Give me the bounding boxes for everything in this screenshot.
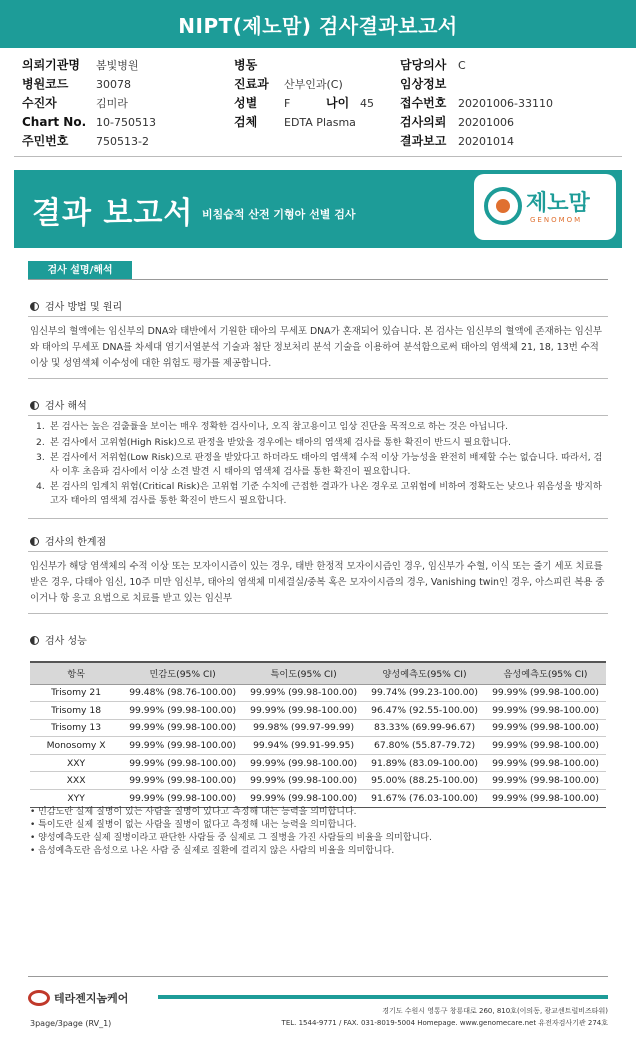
divider: [28, 518, 608, 519]
note-item: • 민감도란 실제 질병이 있는 사람을 질병이 있다고 측정해 내는 능력을 의미합니다.: [30, 807, 357, 817]
table-cell: 99.74% (99.23-100.00): [364, 684, 485, 702]
footer-accent-bar: [158, 995, 608, 999]
rrn-label: 주민번호: [22, 134, 69, 148]
table-cell: 99.99% (99.98-100.00): [485, 754, 606, 772]
table-cell: 99.99% (99.98-100.00): [243, 702, 364, 720]
receipt-no-value: 20201006-33110: [458, 97, 553, 110]
chart-no-value: 10-750513: [96, 116, 156, 129]
table-cell: 96.47% (92.55-100.00): [364, 702, 485, 720]
table-row: [30, 754, 606, 772]
table-cell: 91.89% (83.09-100.00): [364, 754, 485, 772]
table-cell: 99.94% (99.91-99.95): [243, 737, 364, 755]
age-label: 나이: [326, 96, 350, 110]
table-cell: 99.99% (99.98-100.00): [485, 684, 606, 702]
column-header: 음성예측도(95% CI): [485, 662, 606, 684]
logo-text: 제노맘: [526, 191, 590, 216]
specimen-value: EDTA Plasma: [284, 116, 356, 129]
banner-subtitle: 비침습적 산전 기형아 선별 검사: [202, 208, 356, 221]
table-row: [30, 719, 606, 737]
logo-subtext: GENOMOM: [530, 216, 583, 224]
table-cell: 99.99% (99.98-100.00): [122, 754, 243, 772]
dept-label: 진료과: [234, 77, 269, 91]
doctor-label: 담당의사: [400, 58, 447, 72]
table-row: [30, 772, 606, 790]
half-circle-icon: [30, 401, 39, 410]
divider: [28, 415, 608, 416]
column-header: 항목: [30, 662, 122, 684]
report-title: NIPT(제노맘) 검사결과보고서: [178, 13, 458, 38]
receipt-no-label: 접수번호: [400, 96, 447, 110]
interpretation-list: [36, 420, 606, 509]
table-row: [30, 684, 606, 702]
list-item: 2. 본 검사에서 고위험(High Risk)으로 판정을 받았을 경우에는 태아의 염색체 검사를 통한 확진이 반드시 필요합니다.: [36, 436, 511, 448]
table-cell: 99.99% (99.98-100.00): [485, 702, 606, 720]
method-heading: 검사 방법 및 원리: [30, 298, 122, 313]
table-row: [30, 790, 606, 808]
sex-value: F: [284, 97, 291, 110]
table-cell: 99.99% (99.98-100.00): [243, 754, 364, 772]
company-address: [282, 1005, 608, 1029]
list-item: 1. 본 검사는 높은 검출률을 보이는 매우 정확한 검사이나, 오직 참고용이고 임상 진단을 목적으로 하는 것은 아닙니다.: [36, 421, 508, 432]
company-logo: [28, 990, 128, 1006]
dept-value: 산부인과(C): [284, 78, 343, 91]
note-item: • 음성예측도란 음성으로 나온 사람 중 실제로 질환에 걸리지 않은 사람의 비율을 의미합니다.: [30, 846, 395, 856]
contact-line: TEL. 1544-9771 / FAX. 031-8019-5004 Homepage. www.genomecare.net 유전자검사기관 274호: [281, 1019, 608, 1027]
table-cell: Trisomy 21: [30, 684, 122, 702]
divider: [28, 316, 608, 317]
interpretation-heading: 검사 해석: [30, 397, 87, 412]
divider: [28, 613, 608, 614]
request-date-label: 검사의뢰: [400, 115, 447, 129]
table-cell: 67.80% (55.87-79.72): [364, 737, 485, 755]
performance-table: [30, 661, 606, 808]
table-cell: 95.00% (88.25-100.00): [364, 772, 485, 790]
divider: [28, 279, 608, 280]
table-cell: 99.99% (99.98-100.00): [485, 772, 606, 790]
column-header: 민감도(95% CI): [122, 662, 243, 684]
doctor-value: C: [458, 59, 466, 72]
page-number: 3page/3page (RV_1): [30, 1019, 112, 1028]
table-cell: 99.99% (99.98-100.00): [485, 790, 606, 808]
clinical-info-label: 임상정보: [400, 77, 447, 91]
half-circle-icon: [30, 537, 39, 546]
table-cell: 99.99% (99.98-100.00): [243, 772, 364, 790]
table-cell: 83.33% (69.99-96.67): [364, 719, 485, 737]
table-cell: 99.99% (99.98-100.00): [485, 737, 606, 755]
note-item: • 양성예측도란 실제 질병이라고 판단한 사람들 중 실제로 그 질병을 가진 사람들의 비율을 의미합니다.: [30, 833, 432, 843]
method-body: 임신부의 혈액에는 임신부의 DNA와 태반에서 기원한 태아의 무세포 DNA가 혼재되어 있습니다. 본 검사는 임신부의 혈액에 존재하는 임신부와 태아의 무세포 DNA를 차세대 염기서열분석 기술과 첨단 정보처리 분석 기술을 이용하여 분석함으로써 태아의 염색체 21, 18, 13번 수적 이상 및 성염색체 이수성에 대한 위험도 평가를 제공합니다.: [30, 326, 602, 369]
divider: [28, 976, 608, 977]
ward-label: 병동: [234, 58, 258, 72]
table-cell: Monosomy X: [30, 737, 122, 755]
table-cell: Trisomy 18: [30, 702, 122, 720]
hospital-code-value: 30078: [96, 78, 131, 91]
request-date-value: 20201006: [458, 116, 514, 129]
table-cell: 99.99% (99.98-100.00): [122, 737, 243, 755]
half-circle-icon: [30, 636, 39, 645]
chart-no-label: Chart No.: [22, 115, 87, 129]
column-header: 양성예측도(95% CI): [364, 662, 485, 684]
table-cell: 99.99% (99.98-100.00): [243, 684, 364, 702]
table-cell: XYY: [30, 790, 122, 808]
table-cell: 99.99% (99.98-100.00): [243, 790, 364, 808]
table-cell: 91.67% (76.03-100.00): [364, 790, 485, 808]
table-header-row: [30, 662, 606, 684]
table-cell: 99.98% (99.97-99.99): [243, 719, 364, 737]
table-row: [30, 702, 606, 720]
table-cell: XXY: [30, 754, 122, 772]
list-item: 3. 본 검사에서 저위험(Low Risk)으로 판정을 받았다고 하더라도 태아의 염색체 수적 이상 가능성을 완전히 배제할 수는 없습니다. 따라서, 검사 이후 초음파 검사에서 이상 소견 발견 시 태아의 염색체 검사를 통한 확진이 필요합니다.: [36, 452, 603, 477]
genomom-logo-icon: [484, 187, 522, 225]
specimen-label: 검체: [234, 115, 258, 129]
examinee-value: 김미라: [96, 97, 128, 110]
table-cell: Trisomy 13: [30, 719, 122, 737]
report-date-label: 결과보고: [400, 134, 447, 148]
genomom-logo: [474, 174, 616, 240]
limitations-heading: 검사의 한계점: [30, 533, 106, 548]
table-cell: 99.48% (98.76-100.00): [122, 684, 243, 702]
institution-value: 봄빛병원: [96, 59, 139, 72]
table-cell: 99.99% (99.98-100.00): [485, 719, 606, 737]
limitations-body: 임신부가 해당 염색체의 수적 이상 또는 모자이시즘이 있는 경우, 태반 한정적 모자이시즘인 경우, 임신부가 수혈, 이식 또는 줄기 세포 치료를 받은 경우, 다태아 임신, 10주 미만 임신부, 태아의 염색체 미세결실/중복 혹은 모자이시즘의 경우, Vanishing twin인 경우, 아스피린 복용 중이거나 항 응고 요법으로 치료를 받고 있는 임신부: [30, 561, 605, 604]
report-date-value: 20201014: [458, 135, 514, 148]
definition-notes: [30, 806, 606, 858]
half-circle-icon: [30, 302, 39, 311]
examinee-label: 수진자: [22, 96, 57, 110]
company-logo-icon: [28, 990, 50, 1006]
performance-heading: 검사 성능: [30, 632, 87, 647]
table-cell: 99.99% (99.98-100.00): [122, 702, 243, 720]
table-cell: XXX: [30, 772, 122, 790]
table-cell: 99.99% (99.98-100.00): [122, 719, 243, 737]
institution-label: 의뢰기관명: [22, 58, 80, 72]
address-line: 경기도 수원시 영통구 창룡대로 260, 810호(이의동, 광교센트럴비즈타워): [382, 1007, 608, 1015]
divider: [28, 551, 608, 552]
list-item: 4. 본 검사의 임계치 위험(Critical Risk)은 고위험 기준 수치에 근접한 결과가 나온 경우로 고위험에 비하여 정확도는 낮으나 위음성을 방지하고자 태아의 염색체 검사를 통한 확진이 반드시 필요합니다.: [36, 481, 602, 506]
company-name: 테라젠지놈케어: [54, 992, 129, 1005]
note-item: • 특이도란 실제 질병이 없는 사람을 질병이 없다고 측정해 내는 능력을 의미합니다.: [30, 820, 357, 830]
report-title-bar: [0, 0, 636, 48]
sex-label: 성별: [234, 96, 258, 110]
divider: [28, 378, 608, 379]
table-row: [30, 737, 606, 755]
age-value: 45: [360, 97, 374, 110]
rrn-value: 750513-2: [96, 135, 149, 148]
table-cell: 99.99% (99.98-100.00): [122, 790, 243, 808]
banner-title: 결과 보고서: [32, 196, 194, 231]
hospital-code-label: 병원코드: [22, 77, 69, 91]
section-tab: 검사 설명/해석: [28, 261, 132, 280]
divider: [14, 156, 622, 157]
table-cell: 99.99% (99.98-100.00): [122, 772, 243, 790]
column-header: 특이도(95% CI): [243, 662, 364, 684]
